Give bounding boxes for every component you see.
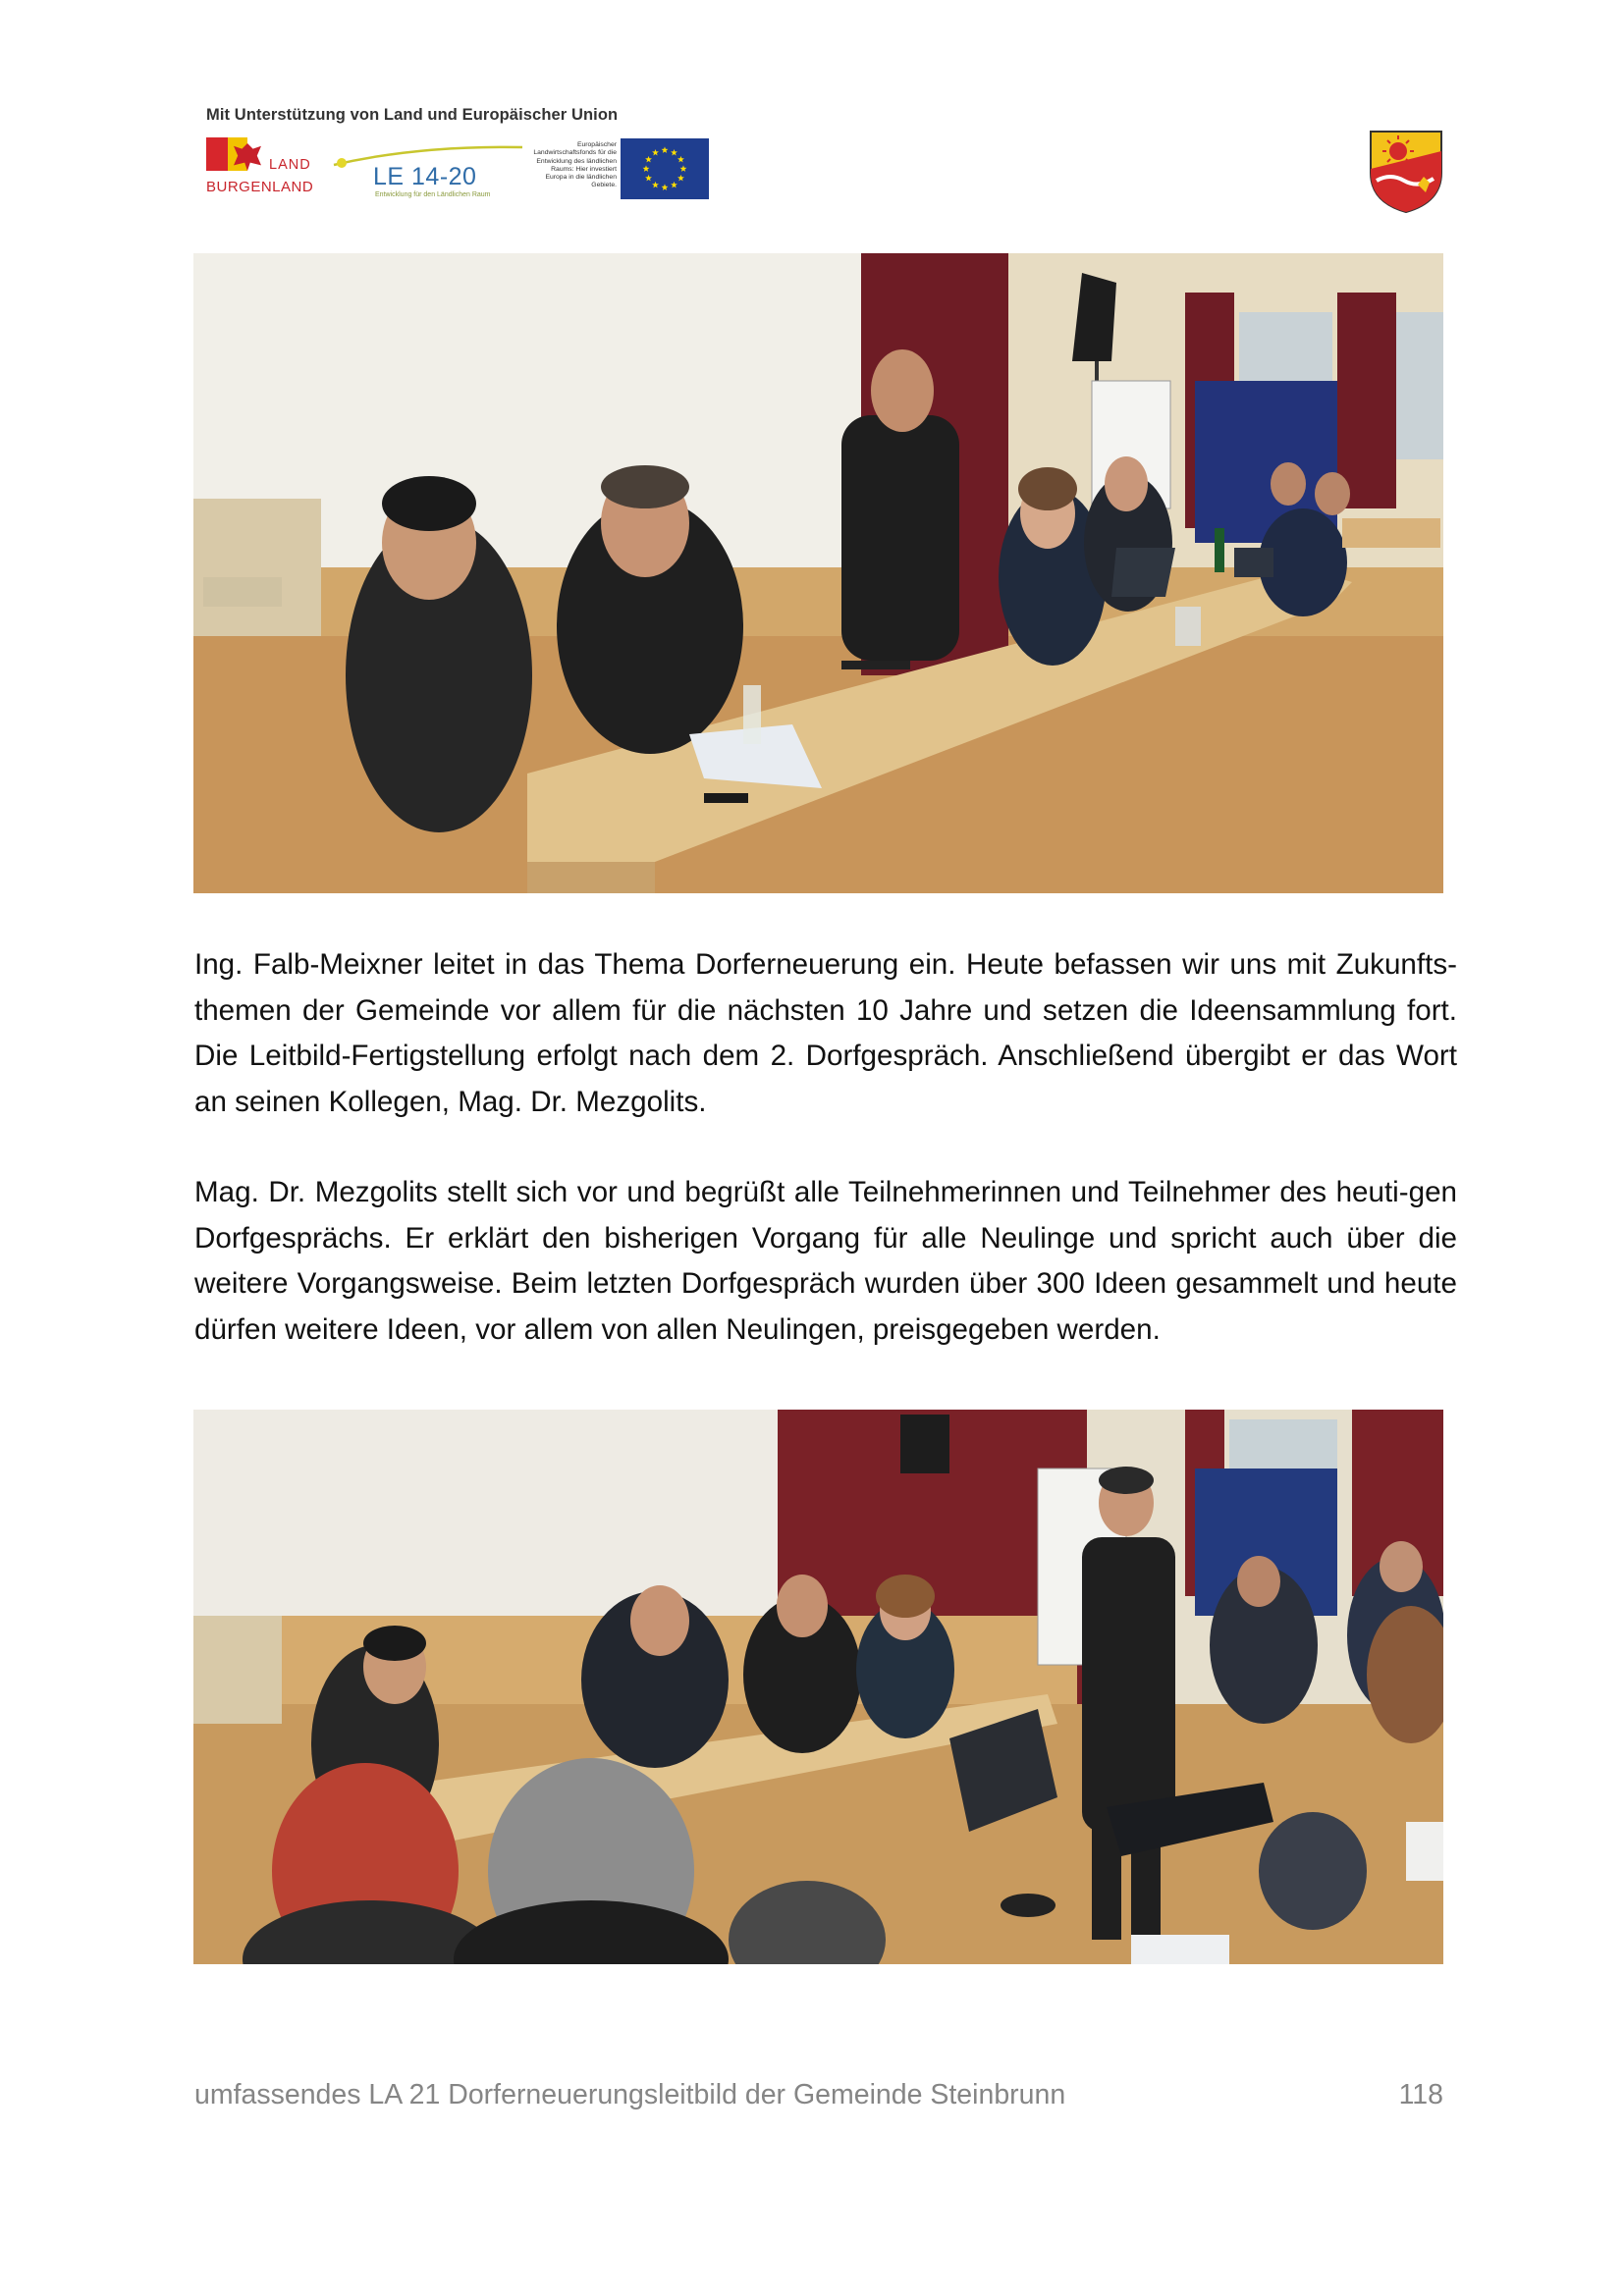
eu-star-icon	[643, 165, 650, 172]
land-name: BURGENLAND	[206, 179, 314, 195]
eafrd-text: Europäischer Landwirtschaftsfonds für die Entwicklung des ländlichen Raums: Hier investiert Europa in die ländlichen Gebiete.	[533, 141, 617, 189]
paragraph-welcome: Mag. Dr. Mezgolits stellt sich vor und begrüßt alle Teilnehmerinnen und Teilnehmer des heuti-gen Dorfgesprächs. Er erklärt den bisherigen Vorgang für alle Neulinge und spricht auch über die weitere Vorgangsweise. Beim letzten Dorfgespräch wurden über 300 Ideen gesammelt und heute dürfen weitere Ideen, vor allem von allen Neulingen, preisgegeben werden.	[194, 1176, 1457, 1346]
eu-star-icon	[677, 175, 684, 182]
eu-star-icon	[645, 156, 652, 163]
le-name: LE 14-20	[373, 163, 477, 190]
eu-star-icon	[677, 156, 684, 163]
le-subtitle: Entwicklung für den Ländlichen Raum	[375, 191, 491, 198]
steinbrunn-coat-of-arms-icon	[1369, 130, 1443, 214]
eu-star-icon	[671, 149, 677, 156]
panel-photo-2	[193, 1410, 1443, 1964]
footer-title: umfassendes LA 21 Dorferneuerungsleitbild der Gemeinde Steinbrunn	[194, 2079, 1066, 2110]
eu-star-icon	[662, 184, 669, 190]
eu-star-icon	[652, 149, 659, 156]
support-line: Mit Unterstützung von Land und Europäischer Union	[206, 106, 619, 124]
paragraph-introduction: Ing. Falb-Meixner leitet in das Thema Dorferneuerung ein. Heute befassen wir uns mit Zukunfts-themen der Gemeinde vor allem für die nächsten 10 Jahre und setzen die Ideensammlung fort. Die Leitbild-Fertigstellung erfolgt nach dem 2. Dorfgespräch. Anschließend übergibt er das Wort an seinen Kollegen, Mag. Dr. Mezgolits.	[194, 948, 1457, 1118]
eu-star-icon	[645, 175, 652, 182]
land-word: LAND	[269, 157, 311, 173]
eu-star-icon	[671, 182, 677, 188]
eu-flag-icon	[621, 138, 709, 199]
le-14-20-logo	[330, 143, 526, 202]
land-burgenland-logo	[206, 137, 322, 202]
eu-star-icon	[662, 146, 669, 153]
panel-photo-1	[193, 253, 1443, 893]
page-number: 118	[1398, 2079, 1443, 2110]
burgenland-flag-red	[206, 137, 228, 171]
eu-star-icon	[680, 165, 687, 172]
eu-star-icon	[652, 182, 659, 188]
